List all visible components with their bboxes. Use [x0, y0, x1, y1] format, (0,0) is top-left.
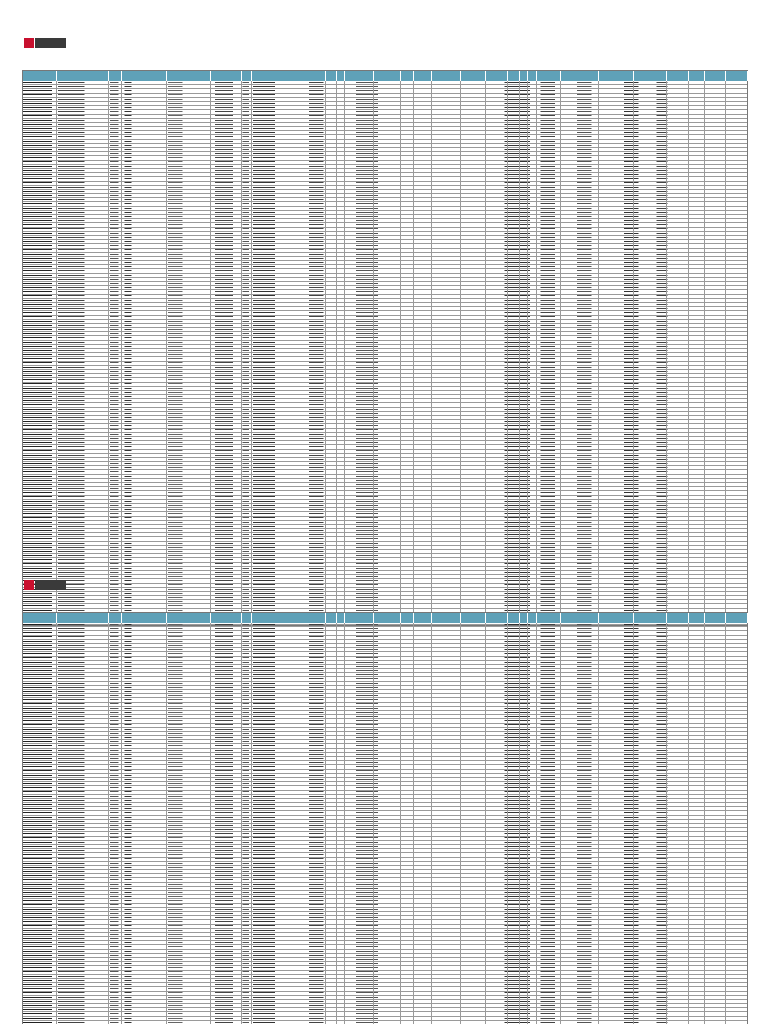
column-header [251, 71, 326, 81]
column-header [108, 613, 122, 623]
column-header [633, 613, 667, 623]
column-header [431, 613, 461, 623]
column-header [121, 613, 167, 623]
column-header [400, 613, 414, 623]
column-header [666, 613, 689, 623]
results-table [22, 612, 748, 1024]
column-header [560, 71, 599, 81]
column-header [166, 613, 210, 623]
column-header [373, 613, 402, 623]
column-header [485, 71, 508, 81]
results-table [22, 70, 748, 626]
column-header [56, 613, 109, 623]
column-header [725, 613, 748, 623]
column-header [560, 613, 599, 623]
column-header [666, 71, 689, 81]
column-header [23, 71, 57, 81]
peru-shield-icon [24, 580, 34, 590]
column-header [373, 71, 402, 81]
ministry-wordmark [35, 38, 66, 48]
column-header [56, 71, 109, 81]
column-header [536, 71, 561, 81]
government-logo [24, 580, 66, 590]
government-logo [24, 38, 66, 48]
column-header [704, 71, 726, 81]
column-header [413, 613, 431, 623]
column-header [344, 613, 373, 623]
column-header [210, 613, 242, 623]
column-header [460, 613, 486, 623]
table-body [23, 623, 747, 1024]
column-header [108, 71, 122, 81]
column-header [688, 71, 705, 81]
column-header [725, 71, 748, 81]
column-header [166, 71, 210, 81]
table-header [23, 613, 747, 623]
column-header [431, 71, 461, 81]
column-header [210, 71, 242, 81]
column-header [688, 613, 705, 623]
column-header [121, 71, 167, 81]
column-header [460, 71, 486, 81]
column-header [23, 613, 57, 623]
document-page-2 [0, 570, 768, 1024]
table-header [23, 71, 747, 81]
column-header [400, 71, 414, 81]
ministry-wordmark [35, 580, 66, 590]
column-header [536, 613, 561, 623]
column-header [598, 71, 634, 81]
column-header [344, 71, 373, 81]
peru-shield-icon [24, 38, 34, 48]
document-page-1 [0, 28, 768, 548]
column-header [598, 613, 634, 623]
column-header [251, 613, 326, 623]
column-header [633, 71, 667, 81]
column-header [704, 613, 726, 623]
column-header [485, 613, 508, 623]
table-body [23, 81, 747, 625]
column-header [413, 71, 431, 81]
